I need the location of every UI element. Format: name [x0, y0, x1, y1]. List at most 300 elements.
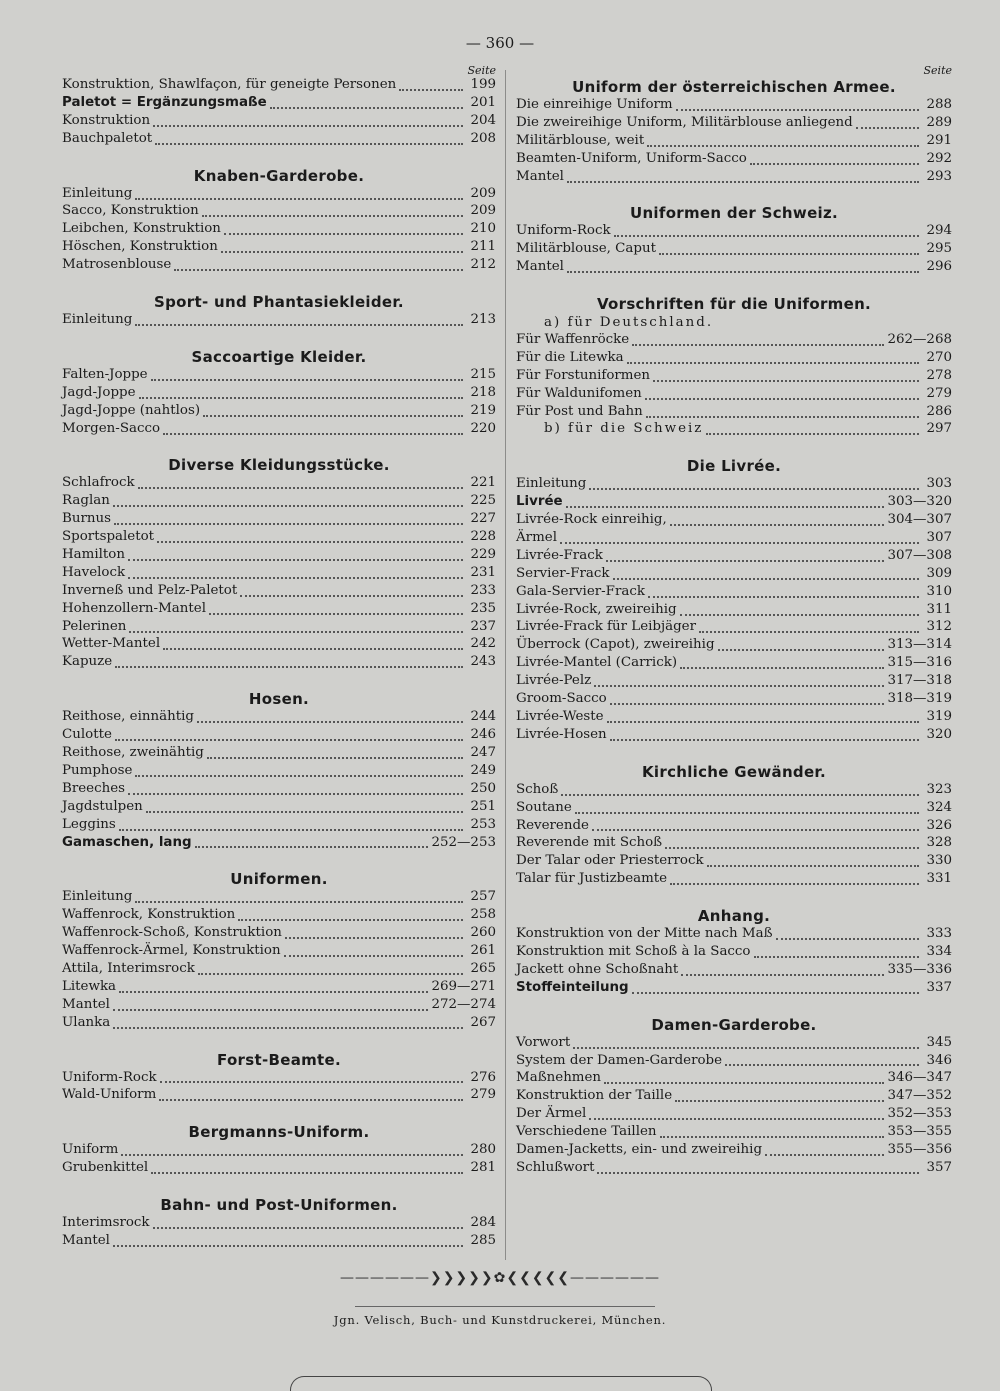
toc-section	[516, 1015, 952, 1178]
section-heading: Bergmanns-Uniform.	[188, 1123, 370, 1142]
entry-page-number: 233	[470, 582, 496, 598]
entry-page-number: 307—308	[887, 547, 952, 563]
entry-title: Ärmel	[516, 530, 557, 546]
dot-leader	[610, 703, 885, 705]
section-heading: Uniformen der Schweiz.	[629, 204, 839, 223]
dot-leader	[399, 89, 463, 91]
entry-page-number: 291	[926, 132, 952, 148]
entry-title: Die einreihige Uniform	[516, 97, 673, 112]
section-heading: Forst-Beamte.	[217, 1050, 341, 1069]
dot-leader	[203, 415, 463, 417]
entry-title: System der Damen-Garderobe	[516, 1052, 723, 1068]
dot-leader	[765, 1154, 884, 1156]
dot-leader	[284, 955, 463, 957]
entry-title: Groom-Sacco	[516, 691, 607, 707]
entry-title: Sportspaletot	[62, 529, 155, 545]
entry-page-number: 352—353	[887, 1106, 952, 1122]
entry-title: Beamten-Uniform, Uniform-Sacco	[516, 150, 747, 166]
entry-title: Für Waldunifomen	[516, 385, 642, 401]
dot-leader	[197, 721, 463, 723]
toc-entry	[62, 1142, 496, 1160]
entry-title: Inverneß und Pelz-Paletot	[62, 582, 238, 598]
toc-entry	[516, 133, 952, 151]
entry-title: Höschen, Konstruktion	[62, 239, 218, 255]
entry-title: Für die Litewka	[516, 349, 624, 365]
toc-entry	[516, 800, 952, 818]
entry-title: Leggins	[62, 816, 116, 832]
entry-title: Livrée	[516, 494, 563, 510]
toc-entry	[516, 350, 952, 368]
toc-entry	[516, 421, 952, 439]
toc-entry	[62, 654, 496, 672]
dot-leader	[647, 145, 919, 147]
dot-leader	[627, 362, 919, 364]
entry-title: Gala-Servier-Frack	[516, 583, 645, 599]
dot-leader	[153, 125, 463, 127]
dot-leader	[155, 143, 463, 145]
toc-entry	[516, 1106, 952, 1124]
entry-title: Jackett ohne Schoßnaht	[516, 961, 679, 977]
entry-page-number: 345	[926, 1034, 952, 1050]
toc-entry	[516, 1088, 952, 1106]
entry-title: Vorwort	[516, 1034, 571, 1050]
toc-entry	[516, 673, 952, 691]
toc-entry	[516, 727, 952, 745]
entry-page-number: 227	[470, 511, 496, 527]
dot-leader	[573, 1047, 919, 1049]
toc-entry	[516, 584, 952, 602]
toc-entry	[516, 548, 952, 566]
entry-title: Hohenzollern-Mantel	[62, 600, 206, 616]
entry-page-number: 313—314	[887, 637, 952, 653]
entry-page-number: 270	[926, 349, 952, 365]
toc-entry	[62, 493, 496, 511]
toc-entry	[62, 636, 496, 654]
dot-leader	[207, 757, 463, 759]
entry-page-number: 333	[926, 926, 952, 942]
entry-title: Livrée-Rock einreihig,	[516, 512, 667, 528]
entry-page-number: 297	[926, 421, 952, 437]
entry-page-number: 334	[926, 943, 952, 959]
entry-title: Konstruktion, Shawlfaçon, für geneigte Personen	[62, 77, 397, 92]
toc-entry	[516, 709, 952, 727]
toc-entry	[62, 1233, 496, 1251]
toc-entry	[62, 113, 496, 131]
dot-leader	[128, 559, 463, 561]
dot-leader	[128, 793, 463, 795]
entry-page-number: 219	[470, 402, 496, 418]
entry-page-number: 355—356	[887, 1141, 952, 1157]
entry-title: Gamaschen, lang	[62, 834, 192, 850]
section-heading: Die Livrée.	[686, 457, 782, 476]
toc-entry	[516, 980, 952, 998]
left-column	[62, 64, 496, 1268]
entry-title: Morgen-Sacco	[62, 420, 161, 436]
entry-page-number: 288	[926, 97, 952, 112]
dot-leader	[138, 487, 463, 489]
section-heading: Uniform der österreichischen Armee.	[572, 78, 896, 96]
entry-page-number: 246	[470, 727, 496, 743]
toc-entry	[62, 817, 496, 835]
toc-section	[62, 455, 496, 672]
dot-leader	[238, 919, 463, 921]
toc-entry	[516, 386, 952, 404]
dot-leader	[670, 524, 885, 526]
entry-page-number: 335—336	[887, 961, 952, 977]
entry-title: Verschiedene Taillen	[516, 1124, 657, 1140]
dot-leader	[139, 397, 463, 399]
toc-subhead: a) für Deutschland.	[544, 315, 714, 331]
entry-page-number: 279	[926, 385, 952, 401]
toc-entry	[62, 239, 496, 257]
toc-entry	[516, 1124, 952, 1142]
dot-leader	[135, 901, 463, 903]
entry-title: Schlafrock	[62, 475, 135, 491]
entry-title: b) für die Schweiz	[544, 421, 704, 437]
entry-page-number: 262—268	[887, 332, 952, 348]
toc-entry	[516, 835, 952, 853]
entry-page-number: 257	[470, 889, 496, 905]
toc-entry	[516, 782, 952, 800]
entry-page-number: 312	[926, 619, 952, 635]
toc-entry	[62, 889, 496, 907]
dot-leader	[121, 1154, 463, 1156]
entry-page-number: 213	[470, 312, 496, 328]
dot-leader	[725, 1064, 919, 1066]
toc-entry	[62, 1215, 496, 1233]
entry-title: Paletot = Ergänzungsmaße	[62, 94, 267, 110]
toc-section	[516, 294, 952, 439]
toc-section	[62, 1195, 496, 1251]
entry-page-number: 253	[470, 816, 496, 832]
toc-entry	[62, 367, 496, 385]
entry-page-number: 326	[926, 817, 952, 833]
entry-page-number: 244	[470, 709, 496, 725]
entry-title: Livrée-Frack für Leibjäger	[516, 619, 697, 635]
entry-title: Einleitung	[516, 476, 587, 492]
entry-page-number: 294	[926, 223, 952, 239]
entry-page-number: 304—307	[887, 512, 952, 528]
entry-title: Waffenrock-Schoß, Konstruktion	[62, 925, 282, 941]
toc-entry	[516, 691, 952, 709]
dot-leader	[113, 1009, 429, 1011]
toc-section	[62, 689, 496, 852]
dot-leader	[561, 794, 919, 796]
dot-leader	[575, 812, 919, 814]
toc-entry	[62, 745, 496, 763]
toc-entry	[516, 962, 952, 980]
toc-entry	[516, 619, 952, 637]
entry-page-number: 249	[470, 762, 496, 778]
dot-leader	[707, 865, 919, 867]
entry-page-number: 357	[926, 1159, 952, 1175]
entry-title: Für Waffenröcke	[516, 332, 630, 348]
entry-page-number: 286	[926, 403, 952, 419]
entry-title: Havelock	[62, 564, 126, 580]
toc-entry	[516, 512, 952, 530]
entry-page-number: 269—271	[431, 978, 496, 994]
entry-title: Breeches	[62, 780, 126, 796]
entry-title: Livrée-Mantel (Carrick)	[516, 655, 678, 671]
entry-page-number: 315—316	[887, 655, 952, 671]
dot-leader	[128, 577, 463, 579]
toc-entry	[62, 907, 496, 925]
toc-entry	[62, 619, 496, 637]
entry-title: Waffenrock, Konstruktion	[62, 907, 236, 923]
dot-leader	[119, 829, 463, 831]
entry-title: Livrée-Hosen	[516, 726, 607, 742]
entry-title: Waffenrock-Ärmel, Konstruktion	[62, 943, 281, 959]
toc-entry	[62, 385, 496, 403]
entry-page-number: 278	[926, 367, 952, 383]
toc-entry	[62, 511, 496, 529]
seite-label: Seite	[467, 64, 496, 77]
toc-entry	[516, 530, 952, 548]
dot-leader	[592, 829, 919, 831]
entry-page-number: 265	[470, 960, 496, 976]
toc-entry	[62, 203, 496, 221]
dot-leader	[606, 560, 885, 562]
section-heading: Hosen.	[248, 690, 310, 709]
section-heading: Damen-Garderobe.	[651, 1015, 817, 1034]
toc-entry	[516, 1070, 952, 1088]
toc-entry	[516, 871, 952, 889]
toc-entry	[62, 835, 496, 853]
entry-page-number: 260	[470, 925, 496, 941]
entry-title: Stoffeinteilung	[516, 979, 629, 995]
toc-entry	[62, 781, 496, 799]
entry-page-number: 346—347	[887, 1070, 952, 1086]
toc-entry	[62, 925, 496, 943]
entry-page-number: 225	[470, 493, 496, 509]
entry-title: Die zweireihige Uniform, Militärblouse anliegend	[516, 114, 853, 130]
entry-title: Reithose, einnähtig	[62, 709, 194, 725]
entry-page-number: 280	[470, 1142, 496, 1158]
toc-section	[62, 869, 496, 1032]
entry-title: Culotte	[62, 727, 112, 743]
dot-leader	[632, 344, 884, 346]
entry-title: Für Forstuniformen	[516, 367, 651, 383]
dot-leader	[567, 271, 919, 273]
entry-title: Livrée-Pelz	[516, 673, 592, 689]
toc-entry	[62, 95, 496, 113]
entry-title: Konstruktion mit Schoß à la Sacco	[516, 943, 751, 959]
toc-entry	[516, 241, 952, 259]
entry-page-number: 218	[470, 384, 496, 400]
dot-leader	[151, 379, 463, 381]
toc-section	[516, 456, 952, 744]
entry-page-number: 251	[470, 798, 496, 814]
dot-leader	[699, 631, 919, 633]
entry-title: Konstruktion von der Mitte nach Maß	[516, 926, 773, 942]
entry-page-number: 353—355	[887, 1124, 952, 1140]
dot-leader	[135, 198, 463, 200]
section-heading: Diverse Kleidungsstücke.	[168, 456, 390, 475]
toc-entry	[516, 368, 952, 386]
toc-entry	[516, 637, 952, 655]
toc-section	[62, 347, 496, 439]
entry-page-number: 324	[926, 799, 952, 815]
dot-leader	[119, 991, 428, 993]
entry-page-number: 212	[470, 257, 496, 273]
entry-page-number: 220	[470, 420, 496, 436]
toc-entry	[62, 763, 496, 781]
entry-title: Raglan	[62, 493, 110, 509]
entry-page-number: 247	[470, 745, 496, 761]
entry-title: Mantel	[516, 259, 564, 275]
dot-leader	[270, 107, 463, 109]
section-heading: Uniformen.	[230, 870, 328, 889]
dot-leader	[115, 666, 463, 668]
entry-title: Jagd-Joppe (nahtlos)	[62, 402, 201, 418]
toc-entry	[62, 565, 496, 583]
toc-entry	[62, 1087, 496, 1105]
dot-leader	[594, 685, 884, 687]
entry-page-number: 210	[470, 221, 496, 237]
entry-page-number: 309	[926, 565, 952, 581]
dot-leader	[645, 398, 919, 400]
entry-title: Einleitung	[62, 889, 133, 905]
entry-page-number: 209	[470, 185, 496, 201]
entry-page-number: 311	[926, 601, 952, 617]
entry-page-number: 307	[926, 530, 952, 546]
entry-title: Reithose, zweinähtig	[62, 745, 204, 761]
entry-page-number: 221	[470, 475, 496, 491]
column-divider	[505, 70, 506, 1260]
entry-page-number: 285	[470, 1232, 496, 1248]
printer-rule	[355, 1306, 655, 1307]
entry-page-number: 310	[926, 583, 952, 599]
dot-leader	[653, 380, 919, 382]
dot-leader	[613, 578, 920, 580]
entry-page-number: 250	[470, 780, 496, 796]
toc-entry	[516, 97, 952, 115]
entry-page-number: 319	[926, 708, 952, 724]
dot-leader	[597, 1172, 919, 1174]
entry-page-number: 295	[926, 241, 952, 257]
toc-entry	[62, 529, 496, 547]
toc-entry	[516, 404, 952, 422]
dot-leader	[589, 1118, 884, 1120]
section-heading: Kirchliche Gewänder.	[642, 762, 826, 781]
dot-leader	[135, 324, 463, 326]
ornament-rule: ——————❯❯❯❯❯✿❮❮❮❮❮——————	[339, 1270, 661, 1286]
entry-page-number: 279	[470, 1087, 496, 1103]
dot-leader	[202, 215, 463, 217]
entry-page-number: 261	[470, 943, 496, 959]
dot-leader	[567, 181, 919, 183]
toc-section	[516, 77, 952, 186]
entry-page-number: 215	[470, 366, 496, 382]
toc-entry	[516, 332, 952, 350]
dot-leader	[632, 992, 919, 994]
toc-entry	[516, 1142, 952, 1160]
dot-leader	[610, 739, 919, 741]
dot-leader	[174, 269, 463, 271]
entry-page-number: 292	[926, 150, 952, 166]
entry-page-number: 293	[926, 168, 952, 184]
toc-entry	[516, 944, 952, 962]
dot-leader	[776, 938, 919, 940]
entry-title: Servier-Frack	[516, 565, 610, 581]
dot-leader	[566, 506, 885, 508]
dot-leader	[681, 974, 884, 976]
dot-leader	[680, 667, 884, 669]
dot-leader	[659, 253, 919, 255]
toc-entry	[516, 259, 952, 277]
toc-entry	[62, 1070, 496, 1088]
dot-leader	[560, 542, 919, 544]
entry-page-number: 243	[470, 654, 496, 670]
entry-title: Uniform-Rock	[62, 1069, 157, 1085]
entry-page-number: 209	[470, 203, 496, 219]
entry-page-number: 276	[470, 1069, 496, 1085]
toc-section	[62, 1122, 496, 1178]
entry-page-number: 229	[470, 547, 496, 563]
toc-entry	[516, 926, 952, 944]
entry-title: Soutane	[516, 799, 572, 815]
entry-title: Wetter-Mantel	[62, 636, 161, 652]
entry-page-number: 289	[926, 114, 952, 130]
entry-page-number: 272—274	[431, 996, 496, 1012]
toc-entry	[62, 601, 496, 619]
dot-leader	[224, 233, 463, 235]
entry-page-number: 199	[470, 77, 496, 92]
toc-entry	[62, 943, 496, 961]
toc-entry	[62, 221, 496, 239]
dot-leader	[113, 1027, 463, 1029]
entry-title: Livrée-Rock, zweireihig	[516, 601, 677, 617]
dot-leader	[240, 595, 463, 597]
entry-title: Bauchpaletot	[62, 130, 153, 146]
toc-entry	[62, 403, 496, 421]
entry-title: Mantel	[516, 168, 564, 184]
section-heading: Vorschriften für die Uniformen.	[596, 295, 872, 314]
toc-entry	[516, 169, 952, 187]
entry-title: Jagd-Joppe	[62, 384, 136, 400]
entry-page-number: 323	[926, 781, 952, 797]
section-heading: Saccoartige Kleider.	[191, 347, 367, 366]
entry-title: Einleitung	[62, 185, 133, 201]
section-heading: Anhang.	[697, 907, 771, 926]
entry-page-number: 303	[926, 476, 952, 492]
dot-leader	[195, 846, 429, 848]
dot-leader	[160, 1081, 463, 1083]
entry-title: Attila, Interimsrock	[62, 960, 195, 976]
dot-leader	[614, 235, 919, 237]
toc-entry	[62, 727, 496, 745]
dot-leader	[706, 433, 919, 435]
toc-entry	[516, 494, 952, 512]
toc-entry	[62, 131, 496, 149]
toc-entry	[62, 421, 496, 439]
entry-title: Konstruktion der Taille	[516, 1088, 673, 1104]
toc-entry	[62, 979, 496, 997]
entry-title: Burnus	[62, 511, 111, 527]
page-number: — 360 —	[465, 34, 535, 52]
entry-title: Uniform	[62, 1142, 119, 1158]
printer-imprint: Jgn. Velisch, Buch- und Kunstdruckerei, München.	[333, 1313, 667, 1327]
section-heading: Bahn- und Post-Uniformen.	[160, 1196, 398, 1215]
dot-leader	[646, 416, 919, 418]
entry-page-number: 331	[926, 871, 952, 887]
dot-leader	[151, 1172, 463, 1174]
dot-leader	[115, 739, 463, 741]
dot-leader	[114, 523, 463, 525]
dot-leader	[676, 109, 919, 111]
toc-entry	[516, 566, 952, 584]
entry-page-number: 258	[470, 907, 496, 923]
